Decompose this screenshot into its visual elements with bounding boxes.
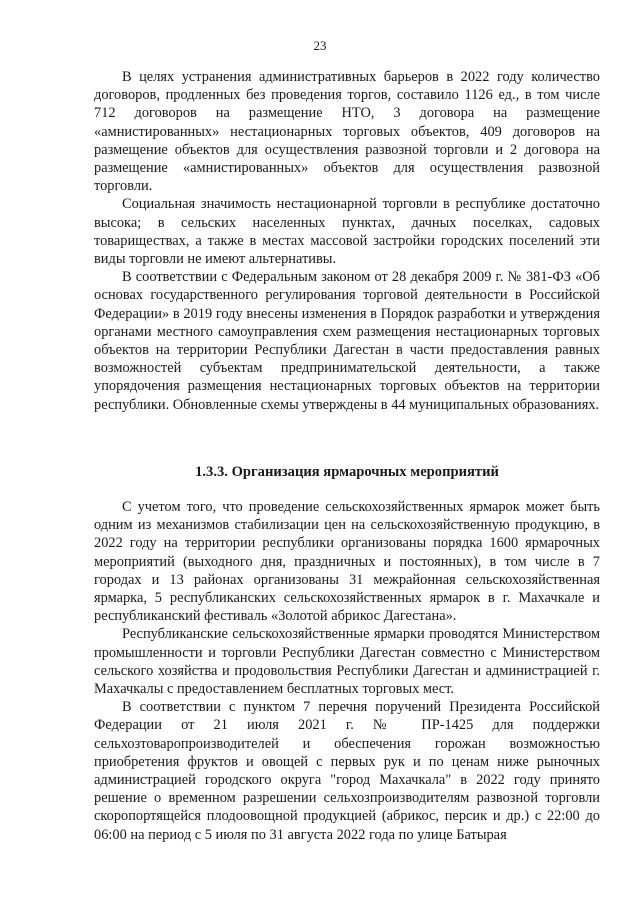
page-number: 23 (313, 38, 327, 53)
paragraph-federal-law: В соответствии с Федеральным законом от 28 декабря 2009 г. № 381-ФЗ «Об основах государственного регулирования торговой деятельности в Российской Федерации» в 2019 году внесены изменения в Порядок разработки и утверждения органами местного самоуправления схем размещения нестационарных торговых объектов на территории Республики Дагестан в части предоставления равных возможностей субъектам предпринимательской деятельности, а также упорядочения размещения нестационарных торговых объектов на территории республики. Обновленные схемы утверждены в 44 муниципальных образованиях. (94, 269, 600, 413)
section-text-top (94, 68, 600, 414)
paragraph-presidential-order: В соответствии с пунктом 7 перечня поручений Президента Российской Федерации от 21 июля 2021 г. № ПР-1425 для поддержки сельхозтоваропроизводителей и обеспечения горожан возможностью приобретения фруктов и овощей с первых рук и по ценам ниже рыночных администрацией городского округа "город Махачкала" в 2022 году принято решение о временном разрешении сельхозпроизводителям развозной торговли скоропортящейся плодоовощной продукцией (абрикос, персик и др.) с 22:00 до 06:00 на период с 5 июля по 31 августа 2022 года по улице Батырая (94, 699, 600, 843)
paragraph-republican-fairs: Республиканские сельскохозяйственные ярмарки проводятся Министерством промышленности и торговли Республики Дагестан совместно с Министерством сельского хозяйства и продовольствия Республики Дагестан и администрацией г. Махачкалы с предоставлением бесплатных торговых мест. (94, 626, 600, 698)
paragraph-administrative-barriers: В целях устранения административных барьеров в 2022 году количество договоров, продленных без проведения торгов, составило 1126 ед., в том числе 712 договоров на размещение НТО, 3 договора на размещение «амнистированных» нестационарных торговых объектов, 409 договоров на размещение объектов для осуществления развозной торговли и 2 договора на размещение «амнистированных» объектов для осуществления развозной торговли. (94, 69, 600, 195)
section-heading: 1.3.3. Организация ярмарочных мероприятий (195, 464, 499, 480)
paragraph-social-significance: Социальная значимость нестационарной торговли в республике достаточно высока; в сельских населенных пунктах, дачных поселках, садовых товариществах, а также в местах массовой застройки городских поселений эти виды торговли не имеют альтернативы. (94, 196, 600, 268)
paragraph-fairs-organized: С учетом того, что проведение сельскохозяйственных ярмарок может быть одним из механизмов стабилизации цен на сельскохозяйственную продукцию, в 2022 году на территории республики организованы порядка 1600 ярмарочных мероприятий (выходного дня, праздничных и постоянных), в том числе в 7 городах и 13 районах организованы 31 межрайонная сельскохозяйственная ярмарка, 5 республиканских сельскохозяйственных ярмарок в г. Махачкале и республиканский фестиваль «Золотой абрикос Дагестана». (94, 499, 600, 625)
section-text-fairs (94, 498, 600, 844)
